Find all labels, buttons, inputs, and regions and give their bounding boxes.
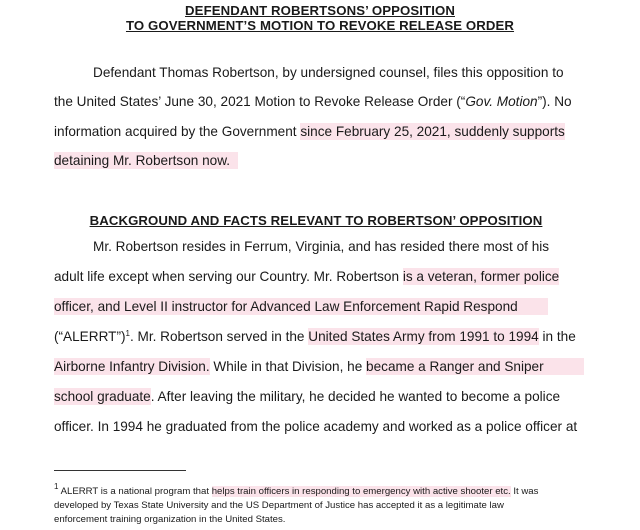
highlight-detaining: detaining Mr. Robertson now.	[54, 152, 238, 169]
body-line-4	[54, 328, 576, 346]
highlight-since-feb: since February 25, 2021, suddenly supports	[300, 124, 565, 139]
body-line-7: officer. In 1994 he graduated from the police academy and worked as a police officer at	[54, 419, 578, 434]
footnote-marker: 1	[54, 482, 59, 491]
body-line-3	[54, 298, 548, 316]
body-line-2	[54, 268, 559, 286]
footnote-ref: 1	[125, 329, 130, 338]
intro-line-2-a: the United States’ June 30, 2021 Motion to Revoke Release Order (“	[54, 94, 466, 109]
highlight-ranger: became a Ranger and Sniper	[366, 358, 584, 375]
body-line-5	[54, 358, 584, 376]
body-line-2-a: adult life except when serving our Country. Mr. Robertson	[54, 269, 403, 284]
highlight-helps-train: helps train officers in responding to emergency with active shooter etc.	[211, 486, 511, 497]
intro-line-2-c: ”). No	[537, 94, 572, 109]
footnote-line-3: enforcement training organization in the United States.	[54, 514, 286, 525]
highlight-army-years: United States Army from 1991 to 1994	[308, 329, 539, 344]
footnote-line-1	[54, 482, 539, 498]
footnote-line-1-c: It was	[510, 486, 539, 497]
gov-motion-term: Gov. Motion	[465, 94, 538, 109]
opposition-title-line-1: DEFENDANT ROBERTSONS’ OPPOSITION	[185, 3, 455, 18]
body-line-4-d: in the	[538, 329, 576, 344]
body-line-4-b: . Mr. Robertson served in the	[129, 329, 309, 344]
footnote-divider	[54, 470, 186, 471]
opposition-title-line-2: TO GOVERNMENT’S MOTION TO REVOKE RELEASE ORDER	[125, 18, 515, 33]
body-line-1: Mr. Robertson resides in Ferrum, Virginia, and has resided there most of his	[93, 239, 550, 254]
highlight-veteran: is a veteran, former police	[402, 269, 560, 284]
body-line-5-b: While in that Division, he	[209, 359, 367, 374]
highlight-airborne: Airborne Infantry Division.	[54, 359, 210, 374]
intro-line-3-a: information acquired by the Government	[54, 124, 301, 139]
body-line-4-a: (“ALERRT”)	[54, 329, 126, 344]
footnote-line-1-a: ALERRT is a national program that	[58, 486, 212, 497]
footnote-line-2: developed by Texas State University and the US Department of Justice has accepted it as a legitimate law	[54, 500, 504, 511]
intro-line-1: Defendant Thomas Robertson, by undersigned counsel, files this opposition to	[93, 65, 564, 80]
highlight-school-graduate: school graduate	[54, 389, 151, 404]
intro-line-4	[54, 152, 238, 170]
body-line-6-b: . After leaving the military, he decided he wanted to become a police	[150, 389, 561, 404]
highlight-instructor: officer, and Level II instructor for Advanced Law Enforcement Rapid Respond	[54, 298, 548, 315]
intro-line-3	[54, 123, 565, 141]
background-heading: BACKGROUND AND FACTS RELEVANT TO ROBERTSON’ OPPOSITION	[89, 213, 543, 228]
body-line-6	[54, 388, 560, 406]
intro-line-2	[54, 93, 572, 111]
